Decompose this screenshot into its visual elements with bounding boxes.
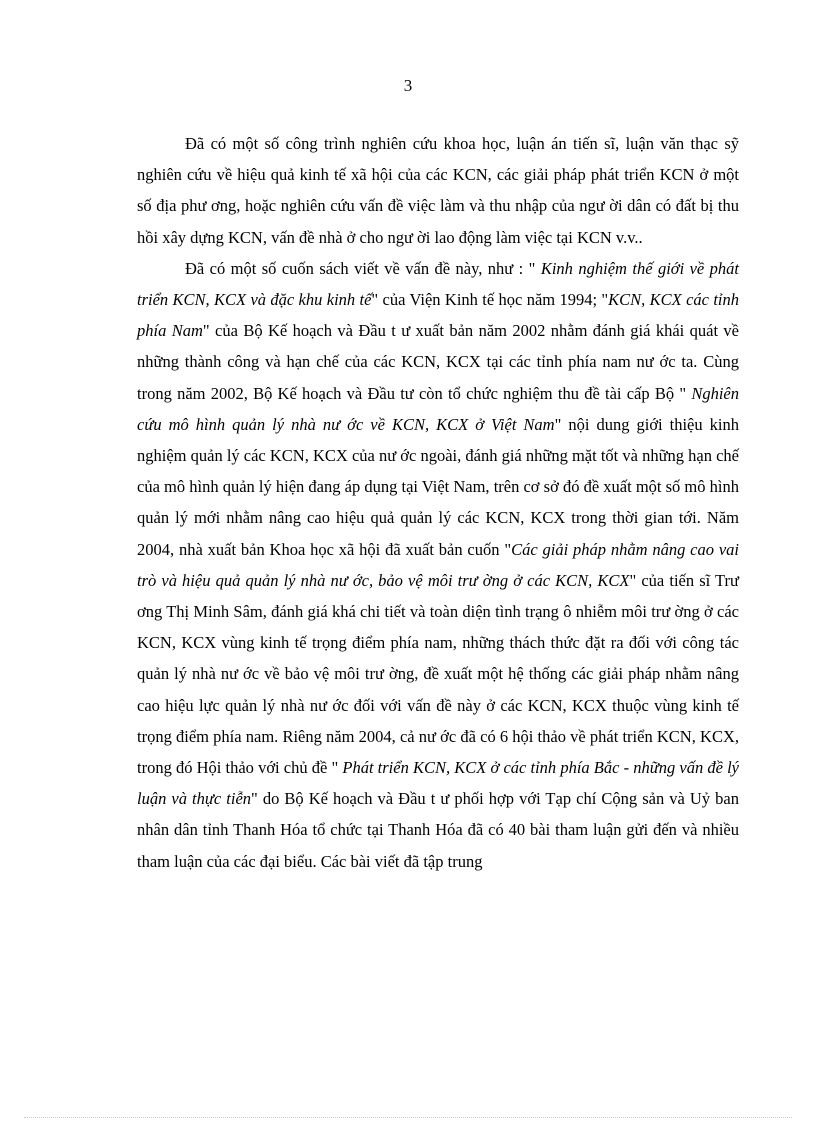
paragraph-text: " của Bộ Kế hoạch và Đầu t ư xuất bản năm 2002 nhằm đánh giá khái quát về những thành công và hạn chế của các KCN, KCX tại các tỉnh phía nam nư ớc ta. Cùng trong năm 2002, Bộ Kế hoạch và Đầu tư còn tổ chức nghiệm thu đề tài cấp Bộ " — [137, 321, 739, 403]
page-number: 3 — [403, 76, 413, 95]
italic-title-text: Kinh nghiệm thế giới về phát triển KCN, KCX và đặc khu kinh tế — [137, 258, 739, 310]
italic-title-text: Các giải pháp nhằm nâng cao vai trò và hiệu quả quản lý nhà nư ớc, bảo vệ môi trư ờng ở các KCN, KCX — [137, 539, 739, 590]
paragraph-text: " nội dung giới thiệu kinh nghiệm quản lý các KCN, KCX của nư ớc ngoài, đánh giá những mặt tốt và những hạn chế của mô hình quản lý hiện đang áp dụng tại Việt Nam, trên cơ sở đó đề xuất một số mô hình quản lý mới nhằm nâng cao hiệu quả quản lý các KCN, KCX trong thời gian tới. Năm 2004, nhà xuất bản Khoa học xã hội đã xuất bản cuốn " — [137, 414, 739, 559]
paragraph-text: " của tiến sĩ Trư ơng Thị Minh Sâm, đánh giá khá chi tiết và toàn diện tình trạng ô nhiễm môi trư ờng ở các KCN, KCX vùng kinh tế trọng điểm phía nam, những thách thức đặt ra đối với công tác quản lý nhà nư ớc về bảo vệ môi trư ờng, đề xuất một hệ thống các giải pháp nhằm nâng cao hiệu lực quản lý nhà nư ớc đối với vấn đề này ở các KCN, KCX thuộc vùng kinh tế trọng điểm phía nam. Riêng năm 2004, cả nư ớc đã có 6 hội thảo về phát triển KCN, KCX, trong đó Hội thảo với chủ đề " — [137, 570, 739, 778]
paragraph-text: Đã có một số công trình nghiên cứu khoa học, luận án tiến sĩ, luận văn thạc sỹ nghiên cứu về hiệu quả kinh tế xã hội của các KCN, các giải pháp phát triển KCN ở một số địa phư ơng, hoặc nghiên cứu vấn đề việc làm và thu nhập của ngư ời dân có đất bị thu hồi xây dựng KCN, vấn đề nhà ở cho ngư ời lao động làm việc tại KCN v.v.. — [137, 134, 739, 247]
italic-title-text: KCN, KCX các tỉnh phía Nam — [137, 290, 739, 341]
paragraph — [137, 253, 739, 877]
italic-title-text: Phát triển KCN, KCX ở các tỉnh phía Bắc - những vấn đề lý luận và thực tiễn — [137, 758, 739, 809]
body-text — [137, 128, 739, 877]
italic-title-text: Nghiên cứu mô hình quản lý nhà nư ớc về KCN, KCX ở Việt Nam — [137, 383, 739, 434]
paragraph — [137, 128, 739, 253]
paragraph-text: " của Viện Kinh tế học năm 1994; " — [371, 290, 609, 310]
paragraph-text: Đã có một số cuốn sách viết về vấn đề này, như : " — [185, 258, 536, 278]
paragraph-text: " do Bộ Kế hoạch và Đầu t ư phối hợp với Tạp chí Cộng sản và Uỷ ban nhân dân tỉnh Thanh Hóa tổ chức tại Thanh Hóa đã có 40 bài tham luận gửi đến và nhiều tham luận của các đại biểu. Các bài viết đã tập trung — [137, 789, 739, 871]
page-bottom-rule — [24, 1117, 792, 1118]
